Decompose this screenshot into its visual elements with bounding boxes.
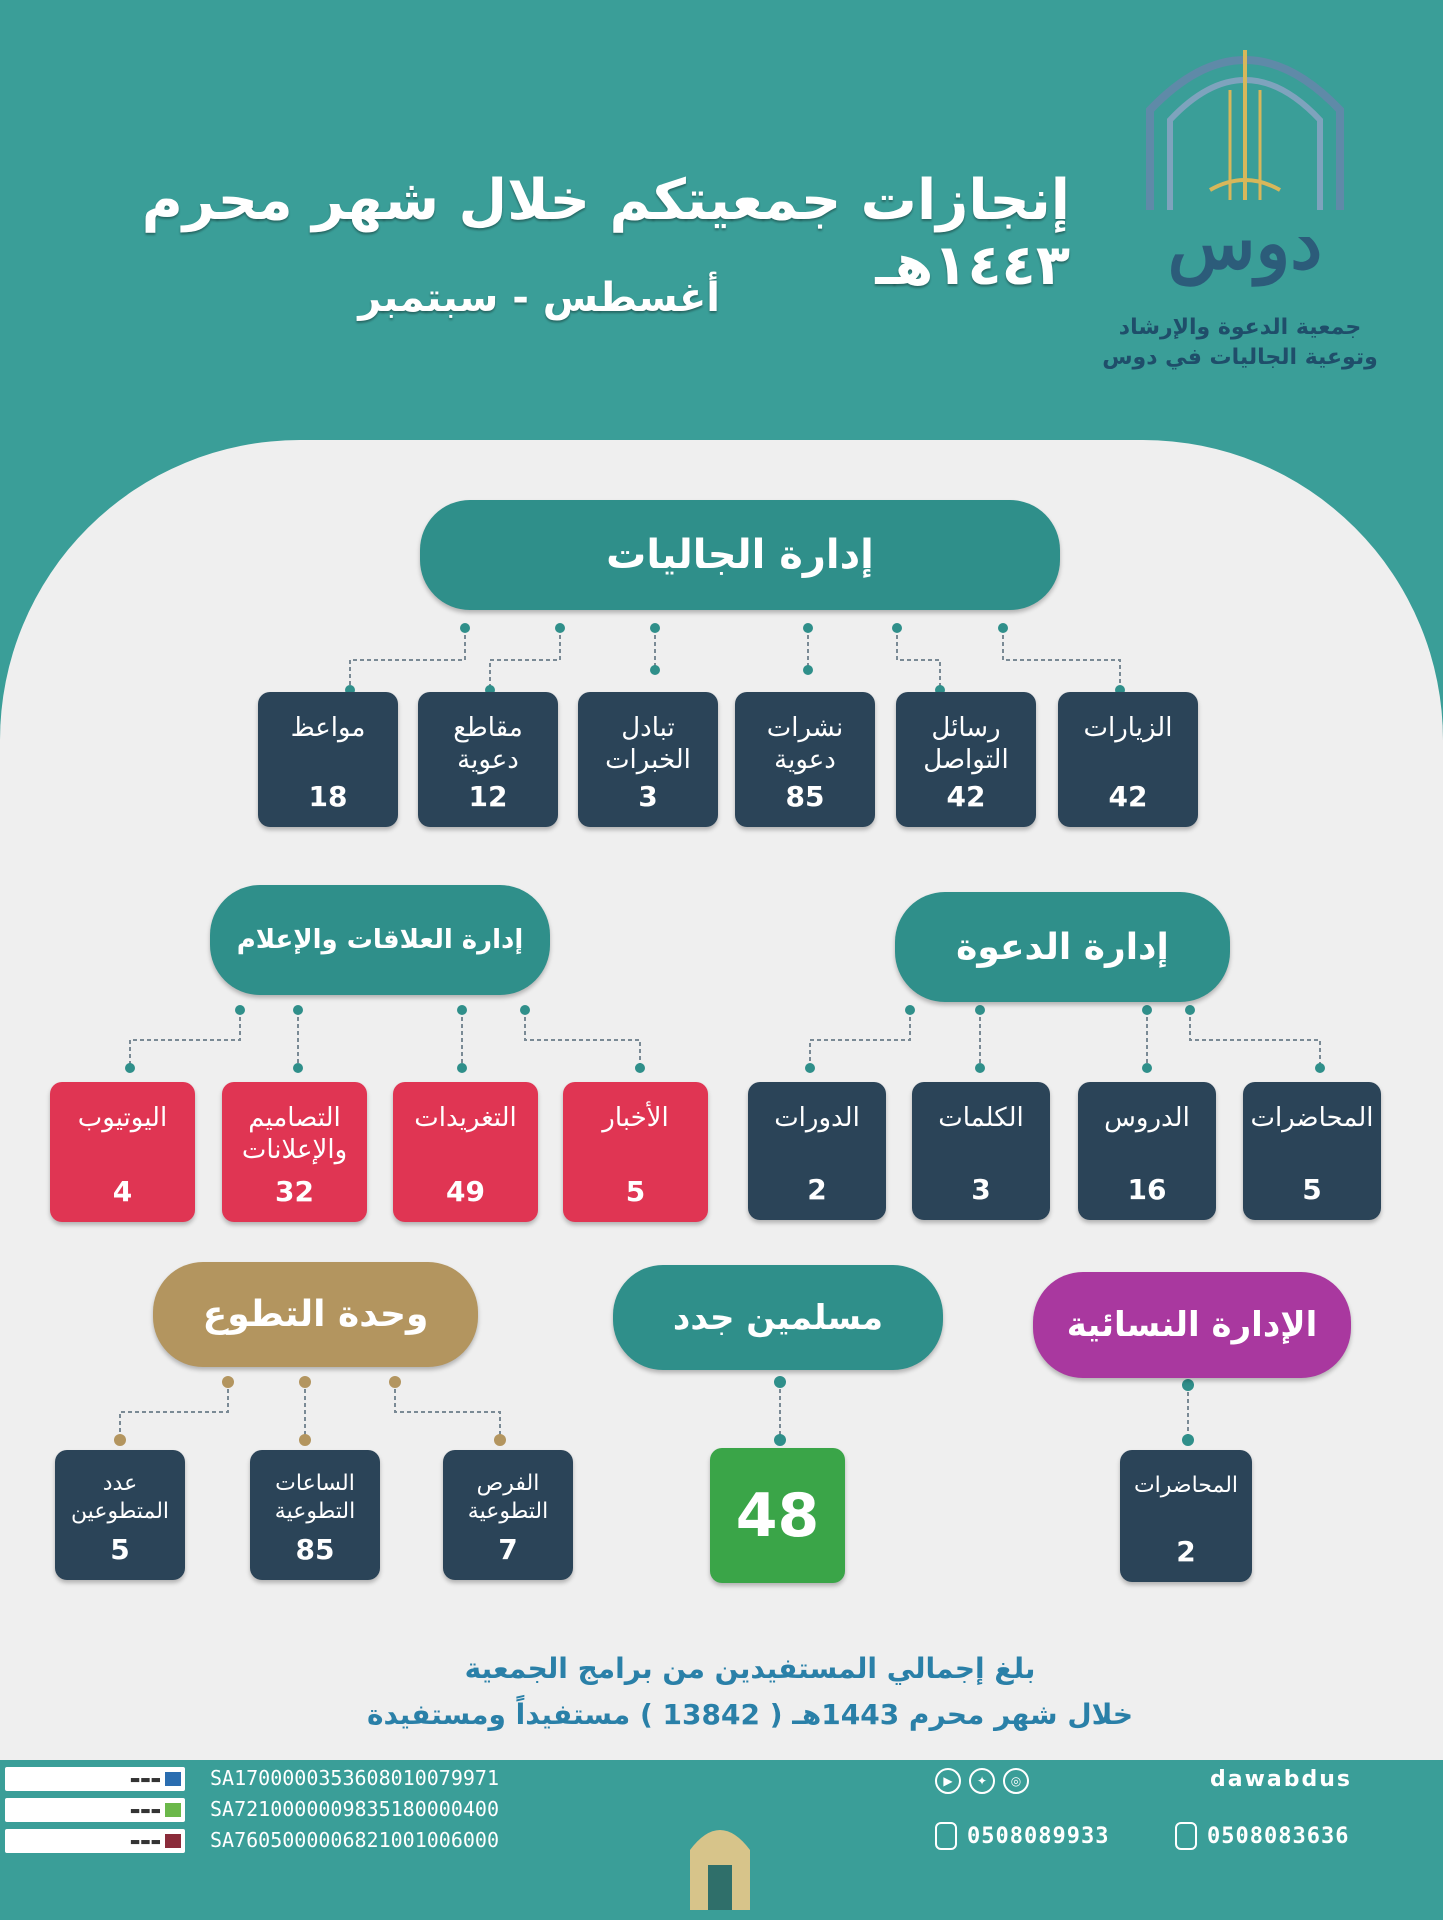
box-label: تبادل الخبرات [605, 713, 691, 775]
jaliyat-department-header: إدارة الجاليات [420, 500, 1060, 610]
jaliyat-box-mawaez [258, 692, 398, 827]
volunteer-unit-header: وحدة التطوع [153, 1262, 478, 1367]
box-value: 4 [112, 1175, 133, 1208]
new-muslims-box [710, 1448, 845, 1583]
new-muslims-value: 48 [735, 1480, 820, 1551]
new-muslims-header: مسلمين جدد [613, 1265, 943, 1370]
box-value: 42 [1108, 780, 1148, 813]
box-label: مقاطع دعوية [453, 713, 523, 775]
page-title: إنجازات جمعيتكم خلال شهر محرم ١٤٤٣هـ [141, 168, 1070, 298]
volunteer-box-opportunities [443, 1450, 573, 1580]
bank-1-icon [165, 1772, 181, 1786]
box-label: الدروس [1104, 1103, 1190, 1133]
iban-2: SA7210000009835180000400 [210, 1797, 499, 1821]
box-label: التغريدات [414, 1103, 517, 1133]
box-label: عدد المتطوعين [70, 1471, 170, 1524]
page-subtitle: أغسطس - سبتمبر [358, 275, 720, 321]
box-label: الزيارات [1083, 713, 1173, 743]
bank-logo-2-text: ▬▬▬ [129, 1803, 161, 1817]
box-label: نشرات دعوية [766, 713, 844, 775]
box-label: المحاضرات [1133, 1473, 1239, 1498]
bank-logo-1-text: ▬▬▬ [129, 1772, 161, 1786]
relations-box-news [563, 1082, 708, 1222]
twitter-icon[interactable]: ✦ [969, 1768, 995, 1794]
box-label: اليوتيوب [77, 1103, 168, 1133]
volunteer-box-hours [250, 1450, 380, 1580]
iban-3: SA7605000006821001006000 [210, 1828, 499, 1852]
relations-department-header: إدارة العلاقات والإعلام [210, 885, 550, 995]
box-label: التصاميم والإعلانات [241, 1103, 348, 1165]
box-value: 32 [275, 1175, 314, 1208]
box-value: 85 [295, 1533, 335, 1566]
box-label: مواعظ [290, 713, 366, 743]
box-value: 2 [1176, 1535, 1196, 1568]
social-handle[interactable]: dawabdus [1210, 1767, 1353, 1792]
box-label: رسائل التواصل [923, 713, 1009, 775]
box-value: 18 [308, 780, 348, 813]
summary-line-2: خلال شهر محرم 1443هـ ( 13842 ) مستفيداً ومستفيدة [366, 1698, 1134, 1731]
bank-logo-1 [5, 1767, 185, 1791]
jaliyat-box-leaflets [735, 692, 875, 827]
box-value: 5 [625, 1175, 646, 1208]
volunteer-box-count [55, 1450, 185, 1580]
logo-word: دوس [1167, 200, 1323, 285]
box-label: الكلمات [938, 1103, 1024, 1133]
relations-box-tweets [393, 1082, 538, 1222]
dawah-box-courses [748, 1082, 886, 1220]
instagram-icon[interactable]: ◎ [1003, 1768, 1029, 1794]
bank-logo-3-text: ▬▬▬ [129, 1834, 161, 1848]
bank-logo-2 [5, 1798, 185, 1822]
box-value: 12 [468, 780, 508, 813]
youtube-icon[interactable]: ▶ [935, 1768, 961, 1794]
social-icons [935, 1768, 1029, 1794]
box-label: المحاضرات [1250, 1103, 1374, 1133]
box-label: الأخبار [602, 1103, 669, 1133]
dawah-box-lectures [1243, 1082, 1381, 1220]
mosque-icon [680, 1810, 760, 1910]
bank-logo-3 [5, 1829, 185, 1853]
logo-line-2: وتوعية الجاليات في دوس [1102, 345, 1378, 370]
relations-box-designs [222, 1082, 367, 1222]
phone-number-1[interactable]: 0508089933 [967, 1823, 1110, 1849]
bank-2-icon [165, 1803, 181, 1817]
iban-1: SA1700000353608010079971 [210, 1766, 499, 1790]
box-value: 42 [946, 780, 986, 813]
box-value: 7 [498, 1533, 518, 1566]
box-value: 16 [1127, 1173, 1167, 1206]
phone-icon [1175, 1822, 1197, 1850]
women-box-lectures [1120, 1450, 1252, 1582]
box-value: 49 [446, 1175, 485, 1208]
box-value: 2 [807, 1173, 827, 1206]
jaliyat-box-clips [418, 692, 558, 827]
dawah-box-speeches [912, 1082, 1050, 1220]
bank-3-icon [165, 1834, 181, 1848]
jaliyat-box-visits [1058, 692, 1198, 827]
phone-row-2 [1175, 1822, 1349, 1850]
dawah-department-header: إدارة الدعوة [895, 892, 1230, 1002]
social-handle-row [1210, 1767, 1352, 1792]
box-label: الدورات [774, 1103, 860, 1133]
box-label: الفرص التطوعية [467, 1471, 549, 1524]
relations-box-youtube [50, 1082, 195, 1222]
box-value: 3 [638, 780, 658, 813]
phone-number-2[interactable]: 0508083636 [1207, 1823, 1350, 1849]
box-value: 5 [1302, 1173, 1322, 1206]
phone-icon [935, 1822, 957, 1850]
dawah-box-lessons [1078, 1082, 1216, 1220]
box-value: 3 [971, 1173, 991, 1206]
jaliyat-box-messages [896, 692, 1036, 827]
box-value: 5 [110, 1533, 130, 1566]
phone-row-1 [935, 1822, 1109, 1850]
jaliyat-box-exchange [578, 692, 718, 827]
summary-line-1: بلغ إجمالي المستفيدين من برامج الجمعية [464, 1652, 1036, 1685]
women-department-header: الإدارة النسائية [1033, 1272, 1351, 1378]
box-value: 85 [785, 780, 825, 813]
box-label: الساعات التطوعية [274, 1471, 356, 1524]
logo-line-1: جمعية الدعوة والإرشاد [1118, 315, 1362, 340]
